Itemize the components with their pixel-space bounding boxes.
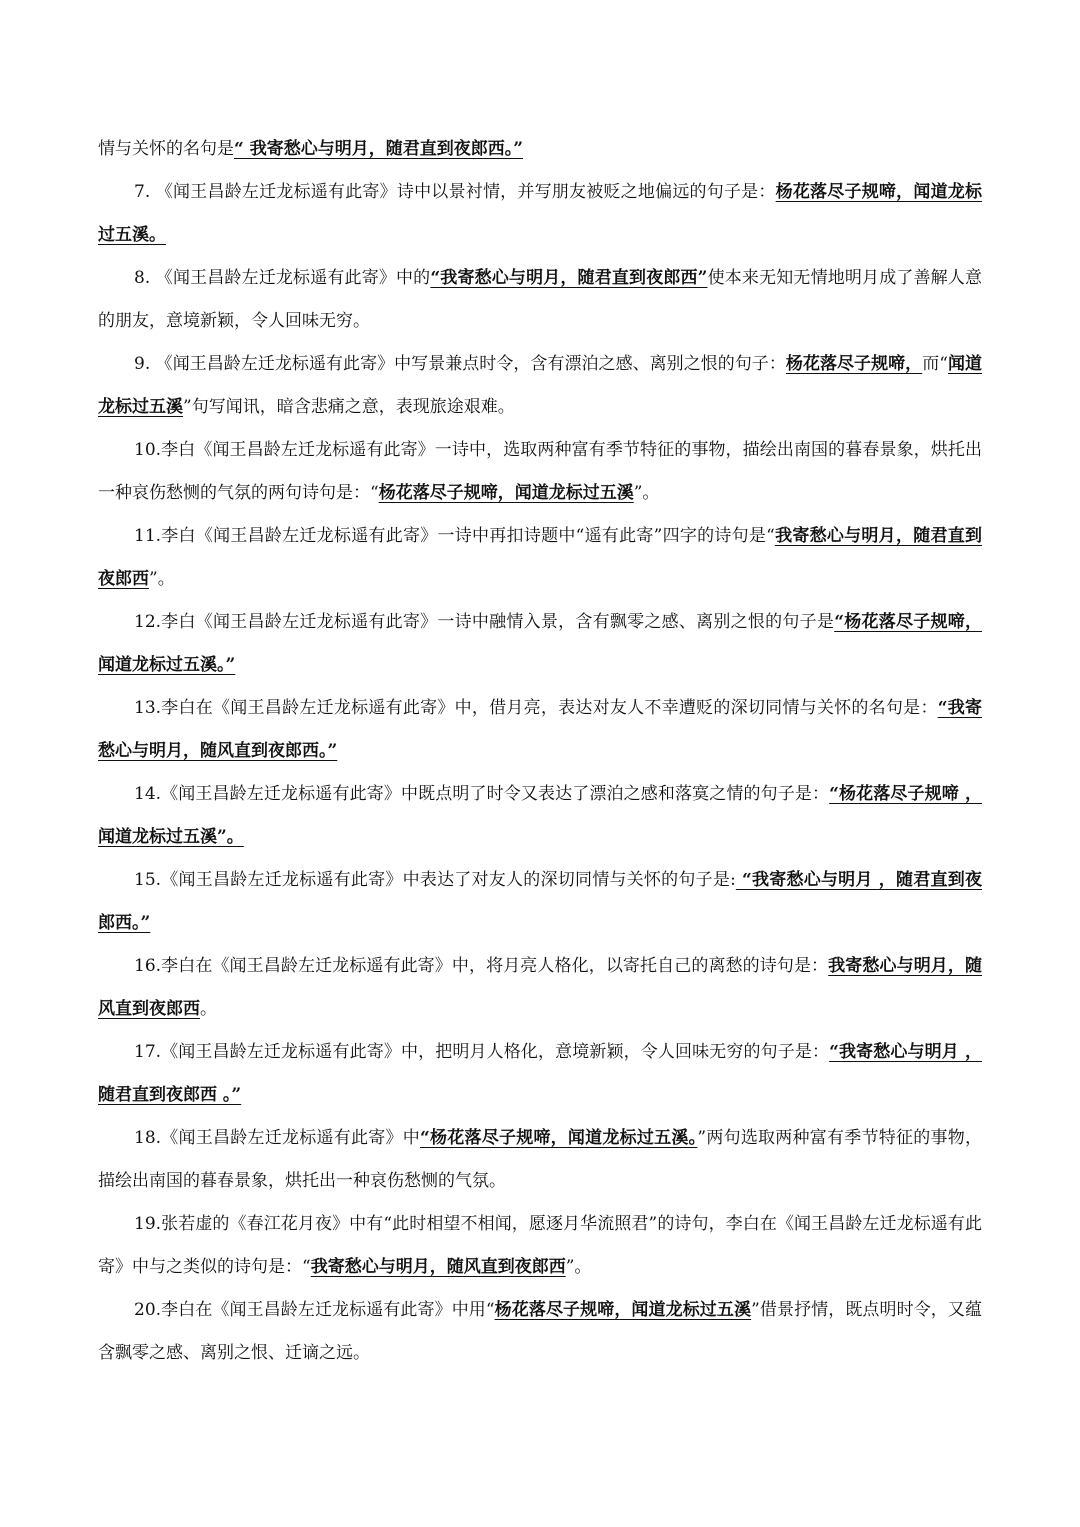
question-text: 13.李白在《闻王昌龄左迁龙标遥有此寄》中，借月亮，表达对友人不幸遭贬的深切同情与关怀的名句是： [134,698,938,718]
answer-text: 我寄愁心与明月，随风直到夜郎西 [98,956,982,1019]
answer-text: 杨花落尽子规啼，闻道龙标过五溪 [494,1300,752,1320]
question-text: ”。 [565,1257,592,1277]
question-text: 10.李白《闻王昌龄左迁龙标遥有此寄》一诗中，选取两种富有季节特征的事物，描绘出南国的暮春景象，烘托出一种哀伤愁恻的气氛的两句诗句是：“ [98,440,982,503]
answer-text: 我寄愁心与明月，随风直到夜郎西 [310,1257,566,1277]
answer-text: 杨花落尽子规啼，闻道龙标过五溪 [378,483,634,503]
question-10 [98,429,982,515]
document-page [98,128,982,1375]
question-text: 使本来无知无情地明月成了善解人意的朋友，意境新颖，令人回味无穷。 [98,268,983,331]
question-text: 15.《闻王昌龄左迁龙标遥有此寄》中表达了对友人的深切同情与关怀的句子是: [134,870,736,890]
answer-text: “杨花落尽子规啼，闻道龙标过五溪。 [419,1128,698,1148]
question-text: 而“ [922,354,948,374]
question-7 [98,171,982,257]
question-13 [98,687,982,773]
question-15 [98,859,982,945]
question-11 [98,515,982,601]
question-text: 20.李白在《闻王昌龄左迁龙标遥有此寄》中用“ [134,1300,495,1320]
question-text: 。 [200,999,217,1019]
question-16 [98,945,982,1031]
question-text: 14.《闻王昌龄左迁龙标遥有此寄》中既点明了时令又表达了漂泊之感和落寞之情的句子是： [134,784,830,804]
question-text: 16.李白在《闻王昌龄左迁龙标遥有此寄》中，将月亮人格化，以寄托自己的离愁的诗句是： [134,956,829,976]
question-text: 18.《闻王昌龄左迁龙标遥有此寄》中 [134,1128,420,1148]
question-text: 情与关怀的名句是 [98,139,234,159]
question-17 [98,1031,982,1117]
question-text: 7. 《闻王昌龄左迁龙标遥有此寄》诗中以景衬情，并写朋友被贬之地偏远的句子是： [134,182,776,202]
answer-text: 我寄愁心与明月，随君直到夜郎西 [98,526,983,589]
question-text: 9. 《闻王昌龄左迁龙标遥有此寄》中写景兼点时令，含有漂泊之感、离别之恨的句子： [134,354,786,374]
answer-text: “ 我寄愁心与明月，随君直到夜郎西。” [234,139,523,159]
question-text: 12.李白《闻王昌龄左迁龙标遥有此寄》一诗中融情入景，含有飘零之感、离别之恨的句子是 [134,612,835,632]
answer-text: “我寄愁心与明月，随君直到夜郎西” [430,268,708,288]
question-text: ”。 [149,569,175,589]
question-text: 19.张若虚的《春江花月夜》中有“此时相望不相闻，愿逐月华流照君”的诗句，李白在《闻王昌龄左迁龙标遥有此寄》中与之类似的诗句是：“ [98,1214,982,1277]
answer-text: “杨花落尽子规啼，闻道龙标过五溪。” [98,612,982,675]
answer-text: 杨花落尽子规啼，闻道龙标过五溪。 [98,182,983,245]
answer-text: “我寄愁心与明月 ，随君直到夜郎西。” [98,870,982,933]
question-8 [98,257,982,343]
question-text: 17.《闻王昌龄左迁龙标遥有此寄》中，把明月人格化，意境新颖，令人回味无穷的句子是： [134,1042,830,1062]
answer-text: “杨花落尽子规啼 ， 闻道龙标过五溪”。 [98,784,982,847]
question-text: ”两句选取两种富有季节特征的事物，描绘出南国的暮春景象，烘托出一种哀伤愁恻的气氛。 [98,1128,982,1191]
question-text: ”。 [633,483,660,503]
paragraph-continuation [98,128,982,171]
answer-text: 闻道龙标过五溪 [98,354,983,417]
question-19 [98,1203,982,1289]
question-12 [98,601,982,687]
question-text: 8. 《闻王昌龄左迁龙标遥有此寄》中的 [134,268,431,288]
question-text: ”句写闻讯，暗含悲痛之意，表现旅途艰难。 [183,397,515,417]
answer-text: 杨花落尽子规啼， [785,354,923,374]
question-20 [98,1289,982,1375]
question-text: ”借景抒情，既点明时令，又蕴含飘零之感、离别之恨、迁谪之远。 [98,1300,982,1363]
question-text: 11.李白《闻王昌龄左迁龙标遥有此寄》一诗中再扣诗题中“遥有此寄”四字的诗句是“ [134,526,775,546]
answer-text: “我寄愁心与明月，随风直到夜郎西。” [98,698,982,761]
question-18 [98,1117,982,1203]
answer-text: “我寄愁心与明月 ，随君直到夜郎西 。” [98,1042,982,1105]
question-9 [98,343,982,429]
question-14 [98,773,982,859]
